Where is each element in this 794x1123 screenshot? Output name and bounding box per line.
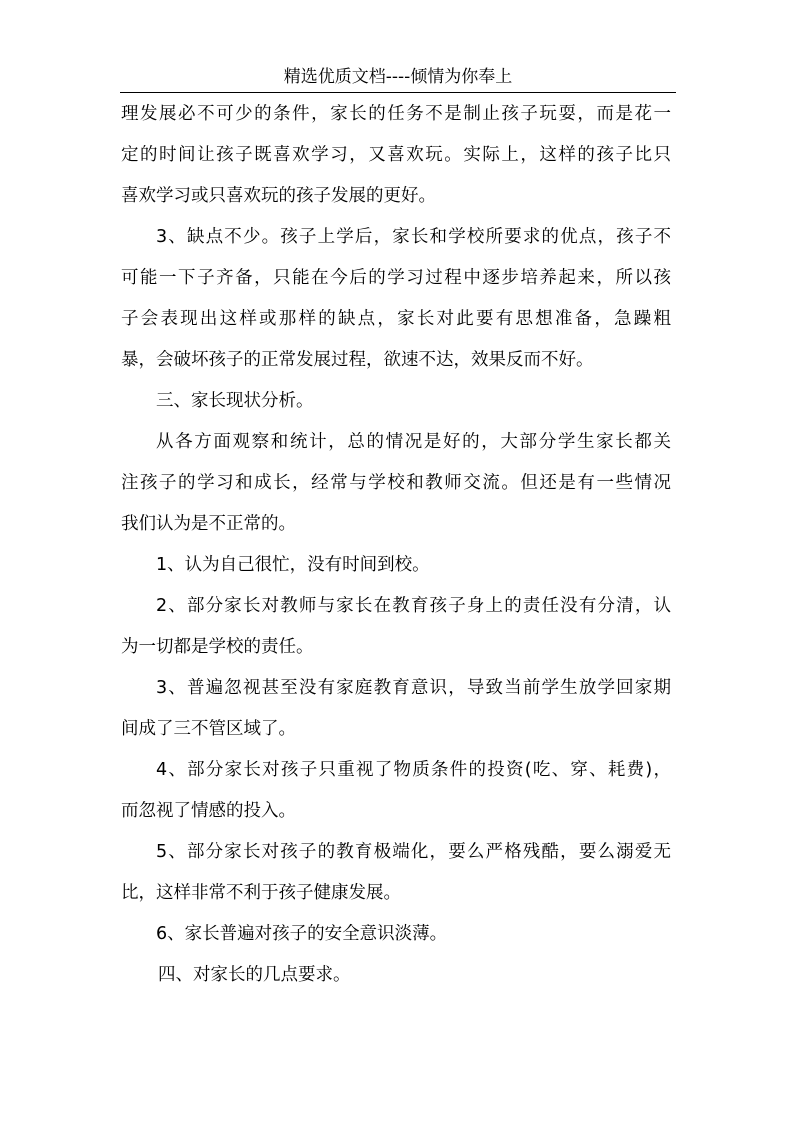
text-line: 4、部分家长对孩子只重视了物质条件的投资(吃、穿、耗费)， [156, 760, 671, 780]
section-heading [121, 381, 671, 422]
list-item [121, 586, 671, 668]
text-line: 5、部分家长对孩子的教育极端化，要么严格残酷，要么溺爱无 [156, 842, 671, 862]
text-line: 而忽视了情感的投入。 [121, 801, 296, 821]
text-line: 间成了三不管区域了。 [121, 719, 296, 739]
text-line: 为一切都是学校的责任。 [121, 637, 314, 657]
text-line: 喜欢学习或只喜欢玩的孩子发展的更好。 [121, 186, 436, 206]
header-title: 精选优质文档----倾情为你奉上 [283, 67, 513, 87]
text-line: 可能一下子齐备，只能在今后的学习过程中逐步培养起来，所以孩 [121, 268, 671, 288]
text-line: 三、家长现状分析。 [156, 391, 314, 411]
list-item [121, 832, 671, 914]
text-line: 2、部分家长对教师与家长在教育孩子身上的责任没有分清，认 [156, 596, 671, 616]
text-line: 四、对家长的几点要求。 [158, 965, 351, 985]
paragraph [121, 94, 671, 217]
text-line: 3、普遍忽视甚至没有家庭教育意识，导致当前学生放学回家期 [156, 678, 671, 698]
text-line: 暴，会破坏孩子的正常发展过程，欲速不达，效果反而不好。 [121, 350, 594, 370]
paragraph [121, 217, 671, 381]
text-line: 从各方面观察和统计，总的情况是好的，大部分学生家长都关 [156, 432, 671, 452]
text-line: 注孩子的学习和成长，经常与学校和教师交流。但还是有一些情况 [121, 473, 671, 493]
text-line: 定的时间让孩子既喜欢学习，又喜欢玩。实际上，这样的孩子比只 [121, 145, 671, 165]
text-line: 1、认为自己很忙，没有时间到校。 [156, 555, 430, 575]
list-item [121, 545, 671, 586]
text-line: 3、缺点不少。孩子上学后，家长和学校所要求的优点，孩子不 [156, 227, 671, 247]
paragraph [121, 422, 671, 545]
section-heading [121, 955, 671, 996]
document-body [121, 94, 671, 996]
page-header [120, 62, 676, 93]
text-line: 比，这样非常不利于孩子健康发展。 [121, 883, 401, 903]
text-line: 理发展必不可少的条件，家长的任务不是制止孩子玩耍，而是花一 [121, 104, 671, 124]
list-item [121, 668, 671, 750]
text-line: 6、家长普遍对孩子的安全意识淡薄。 [156, 924, 448, 944]
list-item [121, 914, 671, 955]
text-line: 我们认为是不正常的。 [121, 514, 296, 534]
list-item [121, 750, 671, 832]
text-line: 子会表现出这样或那样的缺点，家长对此要有思想准备，急躁粗 [121, 309, 671, 329]
